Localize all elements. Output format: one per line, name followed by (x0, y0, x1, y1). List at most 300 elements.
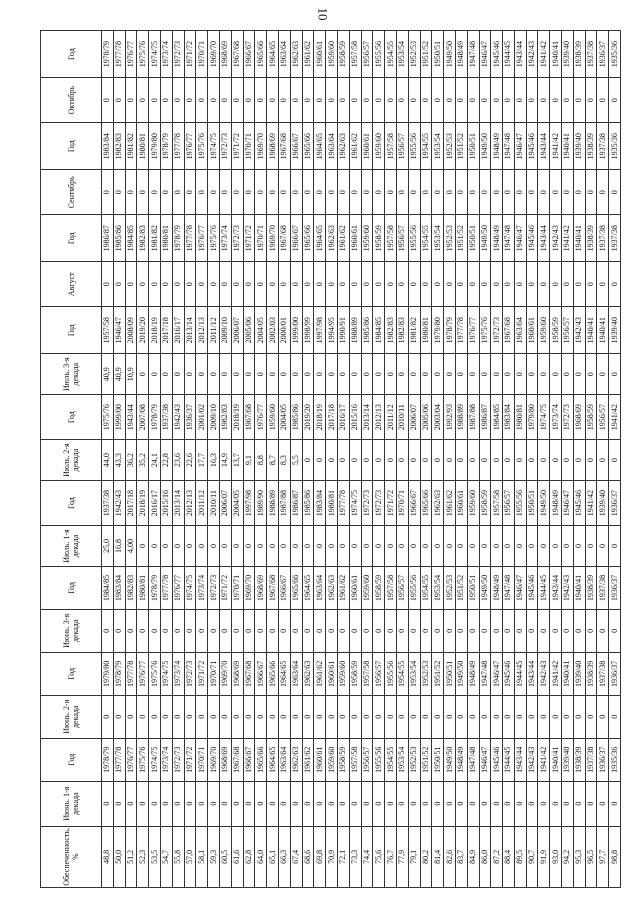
table-cell: 0 (467, 609, 479, 652)
table-cell: 1978/79 (149, 566, 161, 609)
table-cell: 1972/73 (219, 123, 231, 170)
table-cell: 0 (113, 609, 125, 652)
table-cell: 0 (609, 78, 621, 123)
table-cell: 0 (278, 526, 290, 567)
table-cell: 1976/77 (172, 566, 184, 609)
probability-cell: 66,3 (278, 826, 290, 887)
table-cell: 2002/03 (267, 307, 279, 354)
table-cell: 1984/85 (373, 307, 385, 354)
table-cell: 0 (479, 695, 491, 738)
table-cell: 1967/68 (231, 738, 243, 781)
table-cell: 0 (172, 781, 184, 826)
table-cell: 1961/62 (349, 123, 361, 170)
table-cell: 0 (396, 262, 408, 307)
table-cell: 1969/70 (255, 123, 267, 170)
table-cell: 0 (467, 695, 479, 738)
table-cell: 0 (184, 609, 196, 652)
table-cell: 0 (455, 781, 467, 826)
table-cell: 0 (255, 781, 267, 826)
table-cell: 2000/01 (278, 307, 290, 354)
table-cell: 1942/43 (538, 652, 550, 695)
table-cell: 1971/72 (231, 123, 243, 170)
table-cell: 1957/58 (385, 215, 397, 262)
table-cell: 1961/62 (302, 31, 314, 78)
table-cell: 1936/37 (609, 481, 621, 526)
table-cell: 0 (479, 526, 491, 567)
table-cell: 0 (373, 609, 385, 652)
table-cell: 1963/64 (278, 738, 290, 781)
table-cell: 0 (125, 609, 137, 652)
table-cell: 1967/68 (278, 215, 290, 262)
table-cell: 1972/73 (184, 652, 196, 695)
table-cell: 0 (550, 526, 562, 567)
table-cell: 1958/59 (585, 395, 597, 440)
table-row (514, 31, 526, 888)
table-cell: 1939/40 (573, 123, 585, 170)
table-cell: 0 (196, 78, 208, 123)
table-cell: 0 (420, 262, 432, 307)
table-row (467, 31, 479, 888)
table-cell: 0 (396, 440, 408, 481)
table-cell: 0 (396, 526, 408, 567)
table-cell: 1956/57 (396, 215, 408, 262)
table-cell: 0 (337, 440, 349, 481)
table-cell: 1975/76 (102, 395, 114, 440)
table-cell: 0 (573, 170, 585, 215)
table-cell: 0 (491, 170, 503, 215)
table-cell: 0 (102, 78, 114, 123)
table-cell: 0 (455, 440, 467, 481)
table-cell: 1953/54 (432, 215, 444, 262)
table-cell: 0 (479, 440, 491, 481)
table-cell: 1937/38 (597, 123, 609, 170)
table-cell: 0 (278, 78, 290, 123)
table-row (361, 31, 373, 888)
table-cell: 0 (562, 609, 574, 652)
table-cell: 0 (538, 526, 550, 567)
table-cell: 1999/00 (113, 395, 125, 440)
table-cell: 0 (243, 78, 255, 123)
table-cell: 1987/88 (278, 481, 290, 526)
table-cell: 1973/74 (550, 395, 562, 440)
table-cell: 0 (420, 354, 432, 395)
table-cell: 1988/89 (349, 307, 361, 354)
table-cell: 4,00 (125, 526, 137, 567)
table-cell: 1974/75 (538, 395, 550, 440)
table-cell: 1964/65 (267, 31, 279, 78)
table-cell: 0 (231, 170, 243, 215)
table-cell: 13,7 (231, 440, 243, 481)
table-cell: 0 (326, 170, 338, 215)
table-cell: 0 (550, 170, 562, 215)
table-cell: 1965/66 (302, 215, 314, 262)
table-cell: 1967/68 (243, 652, 255, 695)
table-cell: 0 (408, 78, 420, 123)
table-cell: 40,9 (113, 354, 125, 395)
table-cell: 2006/07 (408, 395, 420, 440)
table-cell: 1948/49 (491, 215, 503, 262)
table-cell: 0 (113, 170, 125, 215)
table-cell: 1969/70 (208, 31, 220, 78)
table-cell: 1973/74 (196, 566, 208, 609)
table-cell: 0 (208, 354, 220, 395)
table-cell: 2016/17 (337, 395, 349, 440)
table-cell: 1960/61 (349, 566, 361, 609)
table-cell: 1973/74 (160, 738, 172, 781)
table-cell: 1988/89 (267, 481, 279, 526)
table-cell: 0 (491, 526, 503, 567)
table-cell: 1983/84 (113, 566, 125, 609)
table-cell: 0 (585, 440, 597, 481)
table-cell: 0 (267, 262, 279, 307)
table-cell: 1963/64 (514, 307, 526, 354)
probability-cell: 74,4 (361, 826, 373, 887)
table-cell: 0 (420, 440, 432, 481)
table-cell: 1947/48 (503, 566, 515, 609)
table-cell: 1972/73 (373, 481, 385, 526)
table-cell: 0 (585, 354, 597, 395)
table-row (526, 31, 538, 888)
table-cell: 1949/50 (538, 481, 550, 526)
table-cell: 1959/60 (361, 215, 373, 262)
table-cell: 1945/46 (573, 481, 585, 526)
table-cell: 0 (278, 354, 290, 395)
table-cell: 0 (314, 170, 326, 215)
table-cell: 0 (373, 78, 385, 123)
table-cell: 0 (337, 695, 349, 738)
table-cell: 0 (503, 781, 515, 826)
table-cell: 1956/57 (373, 652, 385, 695)
table-cell: 1935/36 (609, 123, 621, 170)
table-cell: 0 (102, 781, 114, 826)
table-cell: 1975/76 (196, 123, 208, 170)
table-cell: 1966/67 (290, 215, 302, 262)
table-cell: 1945/46 (491, 738, 503, 781)
table-cell: 1938/39 (585, 123, 597, 170)
table-cell: 1948/49 (491, 566, 503, 609)
probability-cell: 60,5 (219, 826, 231, 887)
table-cell: 0 (526, 354, 538, 395)
table-cell: 0 (479, 78, 491, 123)
table-cell: 0 (491, 440, 503, 481)
table-cell: 1971/72 (243, 215, 255, 262)
table-cell: 1941/42 (609, 395, 621, 440)
table-cell: 1942/43 (526, 738, 538, 781)
table-cell: 1975/76 (149, 652, 161, 695)
table-cell: 1940/41 (562, 652, 574, 695)
table-cell: 0 (337, 609, 349, 652)
table-cell: 0 (231, 609, 243, 652)
table-cell: 1952/53 (420, 652, 432, 695)
table-row (278, 31, 290, 888)
table-row (503, 31, 515, 888)
table-cell: 1950/51 (467, 215, 479, 262)
table-cell: 1968/69 (573, 395, 585, 440)
table-cell: 0 (514, 262, 526, 307)
table-cell: 1954/55 (420, 123, 432, 170)
table-cell: 17,7 (196, 440, 208, 481)
table-cell: 23,6 (172, 440, 184, 481)
table-cell: 16,8 (113, 526, 125, 567)
table-cell: 0 (137, 170, 149, 215)
table-cell: 0 (326, 78, 338, 123)
table-cell: 1968/69 (255, 566, 267, 609)
table-cell: 0 (337, 526, 349, 567)
table-cell: 0 (609, 695, 621, 738)
table-cell: 1959/60 (373, 123, 385, 170)
table-cell: 0 (302, 262, 314, 307)
column-header: Год (41, 395, 102, 440)
table-cell: 1945/46 (503, 652, 515, 695)
table-cell: 1953/54 (408, 652, 420, 695)
table-cell: 1974/75 (149, 738, 161, 781)
table-cell: 1975/76 (479, 307, 491, 354)
table-cell: 0 (597, 526, 609, 567)
table-cell: 1971/72 (385, 481, 397, 526)
table-cell: 0 (396, 170, 408, 215)
table-cell: 1954/55 (385, 31, 397, 78)
table-cell: 0 (137, 526, 149, 567)
probability-cell: 90,7 (526, 826, 538, 887)
table-cell: 1936/37 (597, 738, 609, 781)
table-cell: 0 (432, 78, 444, 123)
table-cell: 0 (420, 526, 432, 567)
table-cell: 0 (349, 609, 361, 652)
table-cell: 0 (373, 262, 385, 307)
table-cell: 1940/41 (562, 123, 574, 170)
table-cell: 1967/68 (243, 395, 255, 440)
table-cell: 1965/66 (290, 566, 302, 609)
table-cell: 1951/52 (420, 31, 432, 78)
table-cell: 1973/74 (160, 31, 172, 78)
table-cell: 0 (184, 695, 196, 738)
table-cell: 0 (467, 354, 479, 395)
table-cell: 0 (491, 695, 503, 738)
table-cell: 0 (231, 526, 243, 567)
table-cell: 1977/78 (160, 566, 172, 609)
table-cell: 1950/51 (432, 31, 444, 78)
table-cell: 1939/40 (597, 481, 609, 526)
table-cell: 1940/41 (597, 307, 609, 354)
probability-cell: 58,1 (196, 826, 208, 887)
table-cell: 1977/78 (184, 215, 196, 262)
table-cell: 1956/57 (396, 566, 408, 609)
table-cell: 1952/53 (444, 123, 456, 170)
table-cell: 2018/19 (231, 395, 243, 440)
table-cell: 1953/54 (396, 738, 408, 781)
table-cell: 0 (149, 170, 161, 215)
table-cell: 0 (573, 609, 585, 652)
table-cell: 0 (113, 781, 125, 826)
table-cell: 1946/47 (491, 652, 503, 695)
table-cell: 1943/44 (538, 123, 550, 170)
table-cell: 1948/49 (467, 652, 479, 695)
table-cell: 1947/48 (467, 738, 479, 781)
table-cell: 0 (137, 78, 149, 123)
table-cell: 2013/14 (184, 307, 196, 354)
table-cell: 0 (396, 78, 408, 123)
table-cell: 10,9 (125, 354, 137, 395)
probability-cell: 69,8 (314, 826, 326, 887)
table-cell: 0 (491, 354, 503, 395)
table-cell: 0 (538, 354, 550, 395)
table-cell: 1981/82 (125, 123, 137, 170)
table-cell: 0 (455, 78, 467, 123)
table-cell: 0 (514, 354, 526, 395)
table-cell: 1975/76 (137, 738, 149, 781)
column-header: Июль. 3-я декада (41, 354, 102, 395)
table-viewport (40, 30, 619, 888)
table-cell: 0 (172, 262, 184, 307)
table-cell: 1961/62 (302, 738, 314, 781)
table-cell: 0 (455, 695, 467, 738)
table-cell: 0 (314, 526, 326, 567)
table-cell: 0 (196, 354, 208, 395)
table-cell: 0 (149, 781, 161, 826)
table-row (479, 31, 491, 888)
rotated-table-wrap (40, 30, 619, 888)
table-cell: 1972/73 (172, 31, 184, 78)
table-row (597, 31, 609, 888)
table-cell: 1940/41 (550, 31, 562, 78)
table-cell: 1989/90 (255, 481, 267, 526)
table-cell: 1948/49 (491, 123, 503, 170)
table-cell: 1982/83 (113, 123, 125, 170)
table-cell: 0 (491, 78, 503, 123)
table-cell: 1962/63 (432, 481, 444, 526)
table-cell: 1976/77 (125, 31, 137, 78)
table-cell: 25,0 (102, 526, 114, 567)
table-cell: 1953/54 (432, 123, 444, 170)
table-cell: 2010/11 (208, 481, 220, 526)
table-cell: 0 (514, 609, 526, 652)
table-cell: 1963/64 (278, 31, 290, 78)
table-cell: 1951/52 (432, 652, 444, 695)
table-cell: 1970/71 (255, 215, 267, 262)
table-cell: 0 (137, 609, 149, 652)
table-row (432, 31, 444, 888)
table-cell: 0 (243, 170, 255, 215)
table-cell: 0 (361, 695, 373, 738)
table-cell: 0 (444, 262, 456, 307)
table-cell: 0 (231, 354, 243, 395)
table-cell: 0 (219, 262, 231, 307)
table-cell: 0 (526, 781, 538, 826)
probability-cell: 91,9 (538, 826, 550, 887)
table-cell: 2004/05 (231, 481, 243, 526)
table-cell: 0 (137, 781, 149, 826)
table-cell: 1955/56 (385, 652, 397, 695)
table-cell: 1967/68 (231, 31, 243, 78)
table-cell: 1950/51 (526, 481, 538, 526)
table-cell: 0 (550, 609, 562, 652)
table-cell: 1947/48 (467, 31, 479, 78)
table-cell: 1972/73 (562, 395, 574, 440)
table-cell: 1972/73 (208, 566, 220, 609)
table-cell: 0 (585, 262, 597, 307)
table-cell: 1978/79 (444, 307, 456, 354)
table-cell: 0 (373, 170, 385, 215)
table-cell: 0 (503, 354, 515, 395)
table-cell: 0 (290, 354, 302, 395)
table-cell: 2016/17 (149, 481, 161, 526)
table-cell: 0 (255, 609, 267, 652)
table-cell: 0 (184, 170, 196, 215)
column-header: Сентябрь (41, 170, 102, 215)
probability-cell: 88,4 (503, 826, 515, 887)
table-cell: 0 (278, 609, 290, 652)
table-cell: 1952/53 (444, 215, 456, 262)
table-cell: 0 (609, 170, 621, 215)
table-cell: 1961/62 (337, 566, 349, 609)
column-header: Год (41, 652, 102, 695)
table-cell: 2018/19 (314, 395, 326, 440)
table-cell: 1965/66 (255, 738, 267, 781)
table-cell: 0 (243, 262, 255, 307)
table-cell: 2015/16 (160, 481, 172, 526)
table-cell: 1980/81 (160, 215, 172, 262)
table-cell: 0 (208, 262, 220, 307)
table-cell: 0 (562, 170, 574, 215)
table-cell: 0 (609, 354, 621, 395)
column-header: Июль. 2-я декада (41, 440, 102, 481)
table-cell: 0 (231, 262, 243, 307)
table-cell: 22,8 (160, 440, 172, 481)
table-cell: 1985/86 (361, 307, 373, 354)
table-cell: 1966/67 (255, 652, 267, 695)
table-cell: 1973/74 (219, 215, 231, 262)
table-cell: 0 (196, 262, 208, 307)
table-cell: 1954/55 (385, 738, 397, 781)
table-cell: 0 (444, 695, 456, 738)
table-cell: 1952/53 (444, 566, 456, 609)
table-cell: 0 (231, 78, 243, 123)
probability-cell: 98,8 (609, 826, 621, 887)
table-cell: 0 (597, 262, 609, 307)
table-cell: 1965/66 (267, 652, 279, 695)
table-cell: 0 (137, 262, 149, 307)
table-cell: 1985/86 (290, 395, 302, 440)
table-cell: 0 (231, 781, 243, 826)
table-row (231, 31, 243, 888)
table-cell: 0 (314, 354, 326, 395)
table-cell: 2004/05 (255, 307, 267, 354)
table-cell: 0 (526, 695, 538, 738)
table-cell: 0 (479, 609, 491, 652)
probability-cell: 50,0 (113, 826, 125, 887)
table-cell: 2007/08 (137, 395, 149, 440)
table-cell: 0 (503, 78, 515, 123)
table-cell: 0 (385, 609, 397, 652)
table-cell: 1980/81 (420, 307, 432, 354)
table-cell: 0 (149, 695, 161, 738)
table-cell: 1937/38 (597, 215, 609, 262)
table-cell: 1966/67 (290, 123, 302, 170)
table-cell: 0 (255, 262, 267, 307)
table-cell: 0 (255, 170, 267, 215)
table-cell: 0 (538, 695, 550, 738)
table-cell: 0 (349, 440, 361, 481)
table-cell: 0 (385, 262, 397, 307)
table-cell: 0 (290, 526, 302, 567)
table-row (408, 31, 420, 888)
table-cell: 0 (573, 440, 585, 481)
table-cell: 1968/69 (219, 31, 231, 78)
table-cell: 1970/71 (196, 31, 208, 78)
table-cell: 1939/40 (573, 652, 585, 695)
table-cell: 1941/42 (538, 738, 550, 781)
table-cell: 1980/81 (514, 395, 526, 440)
